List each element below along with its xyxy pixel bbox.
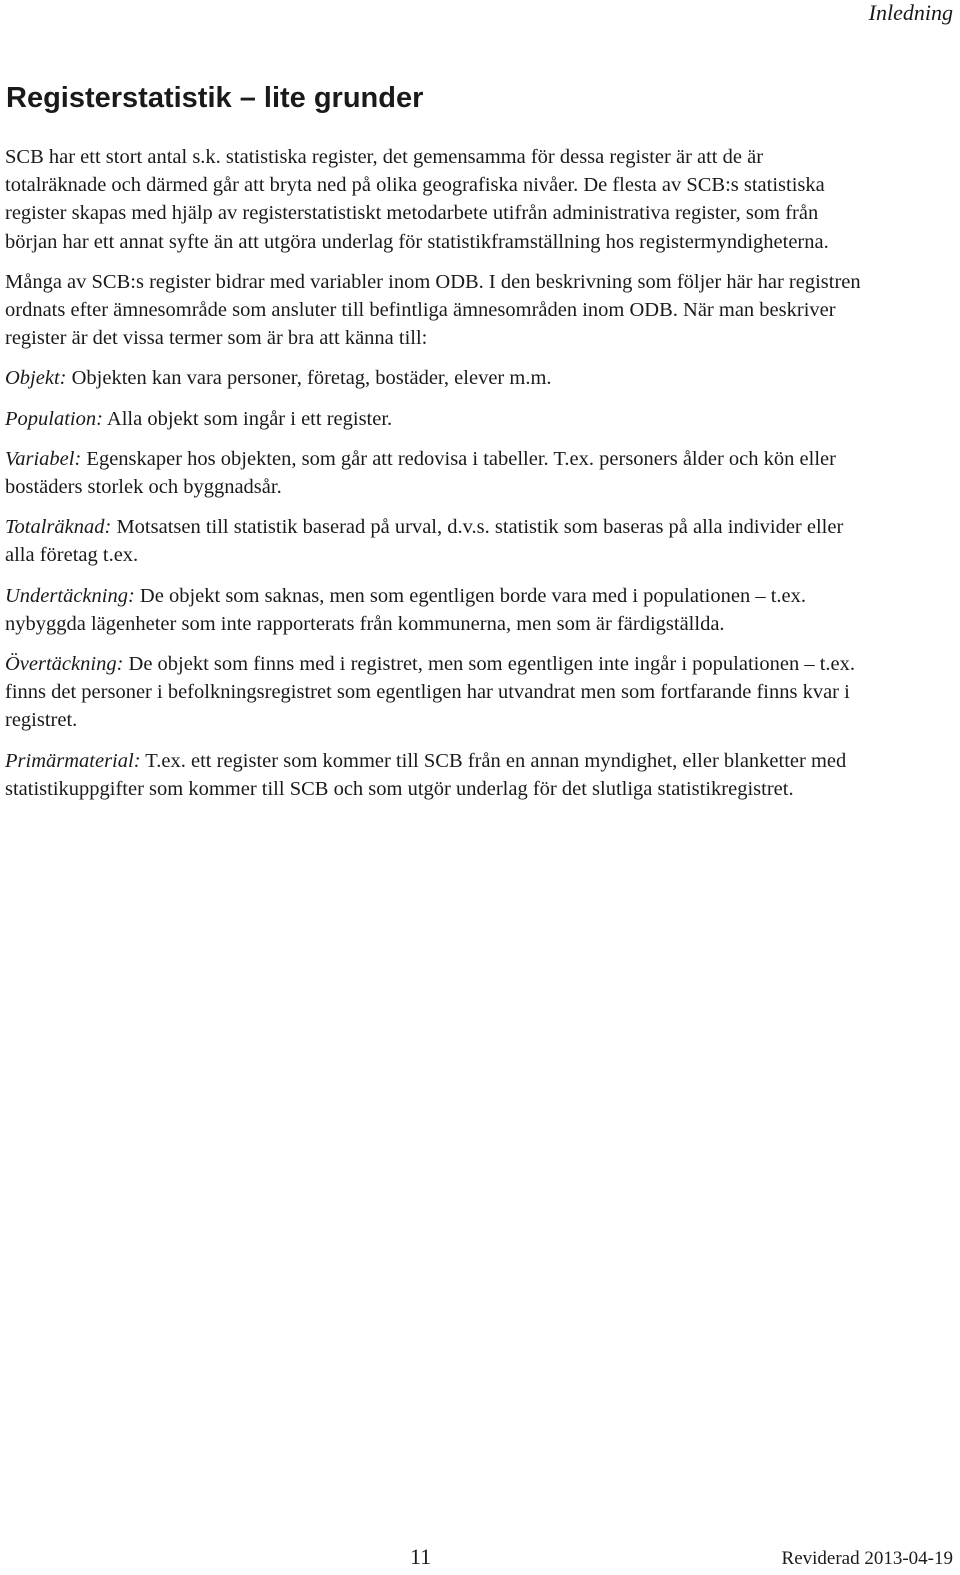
definition-term: Primärmaterial:	[5, 749, 141, 772]
definition-term: Undertäckning:	[5, 584, 135, 607]
definition-overtackning	[5, 650, 861, 735]
definition-term: Objekt:	[5, 367, 67, 390]
page-title: Registerstatistik – lite grunder	[6, 82, 424, 114]
definition-term: Variabel:	[5, 447, 82, 470]
revision-date: Reviderad 2013-04-19	[781, 1548, 953, 1569]
definition-term: Övertäckning:	[5, 653, 124, 676]
paragraph-odb: Många av SCB:s register bidrar med variabler inom ODB. I den beskrivning som följer här har registren ordnats efter ämnesområde som ansluter till befintliga ämnesområden inom ODB. När man beskriver register är det vissa termer som är bra att känna till:	[5, 270, 861, 350]
definition-primarmaterial	[5, 747, 861, 803]
definition-text: T.ex. ett register som kommer till SCB från en annan myndighet, eller blanketter med statistikuppgifter som kommer till SCB och som utgör underlag för det slutliga statistikregistret.	[5, 749, 847, 800]
definition-text: Egenskaper hos objekten, som går att redovisa i tabeller. T.ex. personers ålder och kön eller bostäders storlek och byggnadsår.	[5, 447, 836, 499]
page-number: 11	[410, 1544, 432, 1569]
body-text	[5, 143, 861, 815]
definition-text: Alla objekt som ingår i ett register.	[102, 407, 393, 430]
definition-totalraknad	[5, 513, 861, 569]
definition-text: Motsatsen till statistik baserad på urval, d.v.s. statistik som baseras på alla individer eller alla företag t.ex.	[5, 516, 844, 567]
definition-population	[5, 405, 861, 433]
definition-term: Population:	[5, 407, 103, 430]
definition-undertackning	[5, 582, 861, 638]
definition-text: De objekt som saknas, men som egentligen borde vara med i populationen – t.ex. nybyggda lägenheter som inte rapporterats från kommunerna, men som är färdigställda.	[5, 584, 807, 635]
running-header: Inledning	[868, 0, 953, 25]
definition-variabel	[5, 445, 861, 501]
paragraph-intro: SCB har ett stort antal s.k. statistiska register, det gemensamma för dessa register är att de är totalräknade och därmed går att bryta ned på olika geografiska nivåer. De flesta av SCB:s statistiska register skapas med hjälp av registerstatistiskt metodarbete utifrån administrativa register, som från början har ett annat syfte än att utgöra underlag för statistikframställning hos registermyndigheterna.	[5, 146, 829, 253]
definition-objekt	[5, 364, 861, 392]
definition-term: Totalräknad:	[5, 516, 112, 539]
definition-text: De objekt som finns med i registret, men som egentligen inte ingår i populationen – t.ex. finns det personer i befolkningsregistret som egentligen har utvandrat men som fortfarande finns kvar i registret.	[5, 653, 855, 732]
definition-text: Objekten kan vara personer, företag, bostäder, elever m.m.	[66, 367, 552, 390]
